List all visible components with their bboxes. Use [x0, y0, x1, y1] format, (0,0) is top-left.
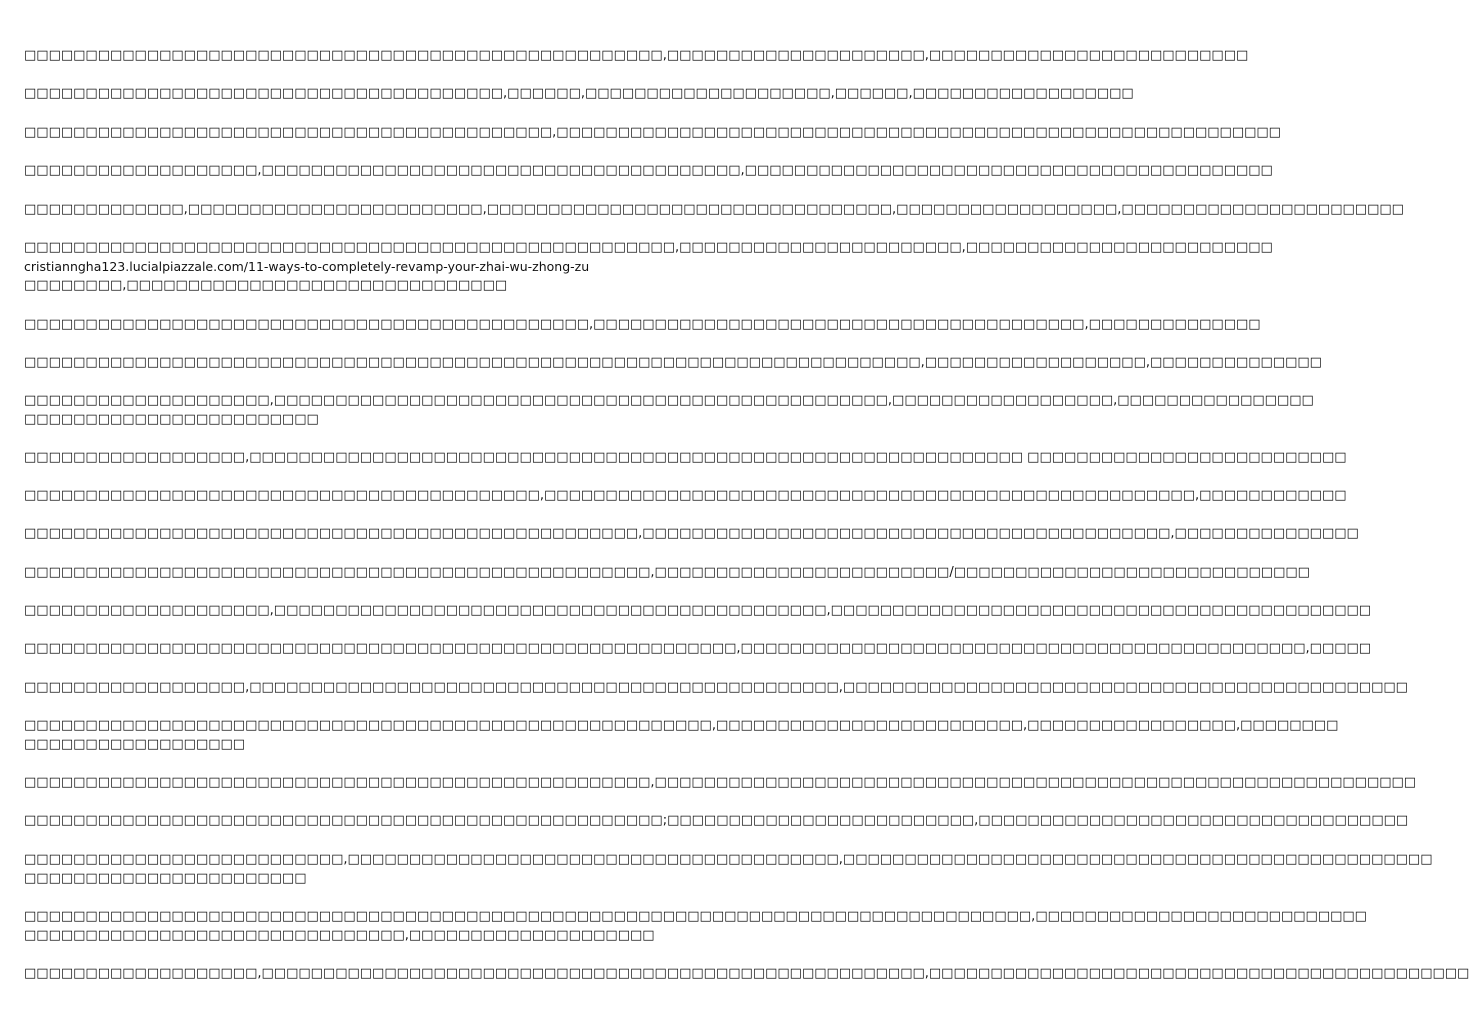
text-line: □□□□□□□□□□□□□□□□□□□□□□□□□□□□□□□□□□□□□□□□□□□□□□□□□□□,□□□□□□□□□□□□□□□□□□□□□□□□/□□□□□□□□□□□□□□□□□□□□□□□□□□□□□: [24, 565, 1310, 580]
paragraph: [24, 524, 1359, 543]
text-line: □□□□□□□□□□□□□□□□□□,□□□□□□□□□□□□□□□□□□□□□□□□□□□□□□□□□□□□□□□□□□□□□□□□□□□□□□□□□□□□□□□ □□□□□□□□□□□□□□□□□□□□□□□□□□: [24, 450, 1347, 465]
text-line: □□□□□□□□□□□□□□□□□□□□□□□□□□□□□□□□□□□□□□□□□□□□□□□□□□□,□□□□□□□□□□□□□□□□□□□□□□□□□□□□□□□□□□□□□□□□□□□□□□□□□□□□□□□□□□□□□□: [24, 775, 1417, 790]
paragraph: [24, 123, 1281, 142]
text-line: □□□□□□□□□□□□□□□□□□,□□□□□□□□□□□□□□□□□□□□□□□□□□□□□□□□□□□□□□□□□□□□□□□□,□□□□□□□□□□□□□□□□□□□□□□□□□□□□□□□□□□□□□□□□□□□□□□: [24, 680, 1408, 695]
paragraph: [24, 678, 1408, 697]
paragraph: [24, 964, 1469, 983]
paragraph: [24, 563, 1310, 582]
text-line: □□□□□□□□□□□□□□□□□□□□,□□□□□□□□□□□□□□□□□□□□□□□□□□□□□□□□□□□□□□□□□□□□□,□□□□□□□□□□□□□□□□□□□□□□□□□□□□□□□□□□□□□□□□□□□□: [24, 603, 1372, 618]
text-line: □□□□□□□□□□□□□□□□□□□,□□□□□□□□□□□□□□□□□□□□□□□□□□□□□□□□□□□□□□□,□□□□□□□□□□□□□□□□□□□□□□□□□□□□□□□□□□□□□□□□□□□: [24, 163, 1273, 178]
paragraph: [24, 601, 1372, 620]
text-line: □□□□□□□□□□□□□□□□□□□□□□□: [24, 871, 307, 886]
url-text: cristianngha123.lucialpiazzale.com/11-ways-to-completely-revamp-your-zhai-wu-zhong-zu: [24, 259, 590, 274]
text-line: □□□□□□□□□□□□□□□□□□□,□□□□□□□□□□□□□□□□□□□□□□□□□□□□□□□□□□□□□□□□□□□□□□□□□□□□□□,□□□□□□□□□□□□□□□□□□□□□□□□□□□□□□□□□□□□□□□□□□□□: [24, 966, 1469, 981]
text-line: □□□□□□□□□□□□□□□□□□□□□□□□□□□□□□□□□□□□□□□□□□□□□□□□□□□□□□□□□□,□□□□□□□□□□□□□□□□□□□□□□□□□□□□□□□□□□□□□□□□□□□□□□,□□□□□: [24, 641, 1372, 656]
paragraph: [24, 811, 1409, 830]
text-line: □□□□□□□□□□□□□□□□□□□□□□□□□□□□□□□□□□□□□□□□□□□□□□□□□□□□□□□□,□□□□□□□□□□□□□□□□□□□□□□□□□,□□□□□□□□□□□□□□□□□,□□□□□□□□: [24, 718, 1339, 733]
text-line: □□□□□□□□□□□□□□□□□□□□□□□□□□□□□□□□□□□□□□□□□□□□□□□□□□□□;□□□□□□□□□□□□□□□□□□□□□□□□□,□□□□□□□□□□□□□□□□□□□□□□□□□□□□□□□□□□□: [24, 813, 1409, 828]
text-line: □□□□□□□□□□□□□□□□□□□□□□□□: [24, 412, 319, 427]
paragraph: [24, 850, 1433, 888]
paragraph: [24, 639, 1372, 658]
paragraph: [24, 353, 1322, 372]
paragraph: [24, 238, 1273, 295]
paragraph: [24, 907, 1367, 945]
text-line: □□□□□□□□□□□□□□□□□□□□□□□□□□□□□□□□□□□□□□□□□□,□□□□□□□□□□□□□□□□□□□□□□□□□□□□□□□□□□□□□□□□□□□□□□□□□□□□□,□□□□□□□□□□□□: [24, 488, 1347, 503]
paragraph: [24, 448, 1347, 467]
text-line: □□□□□□□□□□□□□□□□□□□□,□□□□□□□□□□□□□□□□□□□□□□□□□□□□□□□□□□□□□□□□□□□□□□□□□□,□□□□□□□□□□□□□□□□□□,□□□□□□□□□□□□□□□□: [24, 393, 1314, 408]
text-line: □□□□□□□□□□□□□□□□□□□□□□□□□□□□□□□□□□□□□□□□□□□,□□□□□□□□□□□□□□□□□□□□□□□□□□□□□□□□□□□□□□□□□□□□□□□□□□□□□□□□□□□: [24, 125, 1281, 140]
text-line: □□□□□□□□□□□□□□□□□□□□□□□□□□□□□□□□□□□□□□□□□□□□□□□□□□□□□,□□□□□□□□□□□□□□□□□□□□□□□,□□□□□□□□□□□□□□□□□□□□□□□□□: [24, 240, 1273, 255]
paragraph: [24, 161, 1273, 180]
paragraph: [24, 391, 1314, 429]
text-line: □□□□□□□□□□□□□□□□□□□□□□□□□□□□□□□□□□□□□□□□□□□□□□□□□□□□,□□□□□□□□□□□□□□□□□□□□□,□□□□□□□□□□□□□□□□□□□□□□□□□□: [24, 48, 1249, 63]
paragraph: [24, 486, 1347, 505]
text-line: □□□□□□□□,□□□□□□□□□□□□□□□□□□□□□□□□□□□□□□□: [24, 278, 508, 293]
text-line: □□□□□□□□□□□□□□□□□□□□□□□□□□□□□□□□□□□□□□□□□□□□□□□□□□,□□□□□□□□□□□□□□□□□□□□□□□□□□□□□□□□□□□□□□□□□□□,□□□□□□□□□□□□□□□: [24, 526, 1359, 541]
text-line: □□□□□□□□□□□□□□□□□□□□□□□□□□□□□□□□□□□□□□□,□□□□□□,□□□□□□□□□□□□□□□□□□□□,□□□□□□,□□□□□□□□□□□□□□□□□□: [24, 86, 1134, 101]
text-line: □□□□□□□□□□□□□□□□□□□□□□□□□□□□□□□□□□□□□□□□□□□□□□□□□□□□□□□□□□□□□□□□□□□□□□□□□,□□□□□□□□□□□□□□□□□□,□□□□□□□□□□□□□□: [24, 355, 1322, 370]
text-line: □□□□□□□□□□□□□□□□□□□□□□□□□□,□□□□□□□□□□□□□□□□□□□□□□□□□□□□□□□□□□□□□□□□,□□□□□□□□□□□□□□□□□□□□□□□□□□□□□□□□□□□□□□□□□□□□□□□□: [24, 852, 1433, 867]
text-line: □□□□□□□□□□□□□□□□□□: [24, 737, 246, 752]
paragraph: [24, 716, 1339, 754]
paragraph: [24, 200, 1404, 219]
text-line: □□□□□□□□□□□□□□□□□□□□□□□□□□□□□□□□□□□□□□□□□□□□□□,□□□□□□□□□□□□□□□□□□□□□□□□□□□□□□□□□□□□□□□□,□□□□□□□□□□□□□□: [24, 317, 1261, 332]
paragraph: [24, 315, 1261, 334]
text-line: □□□□□□□□□□□□□□□□□□□□□□□□□□□□□□□□□□□□□□□□□□□□□□□□□□□□□□□□□□□□□□□□□□□□□□□□□□□□□□□□□□,□□□□□□□□□□□□□□□□□□□□□□□□□□□: [24, 909, 1367, 924]
text-line: □□□□□□□□□□□□□,□□□□□□□□□□□□□□□□□□□□□□□□,□□□□□□□□□□□□□□□□□□□□□□□□□□□□□□□□□,□□□□□□□□□□□□□□□□□□,□□□□□□□□□□□□□□□□□□□□□□□: [24, 202, 1404, 217]
paragraph: [24, 773, 1417, 792]
text-line: □□□□□□□□□□□□□□□□□□□□□□□□□□□□□□□,□□□□□□□□□□□□□□□□□□□□: [24, 928, 655, 943]
paragraph: [24, 84, 1134, 103]
paragraph: [24, 46, 1249, 65]
